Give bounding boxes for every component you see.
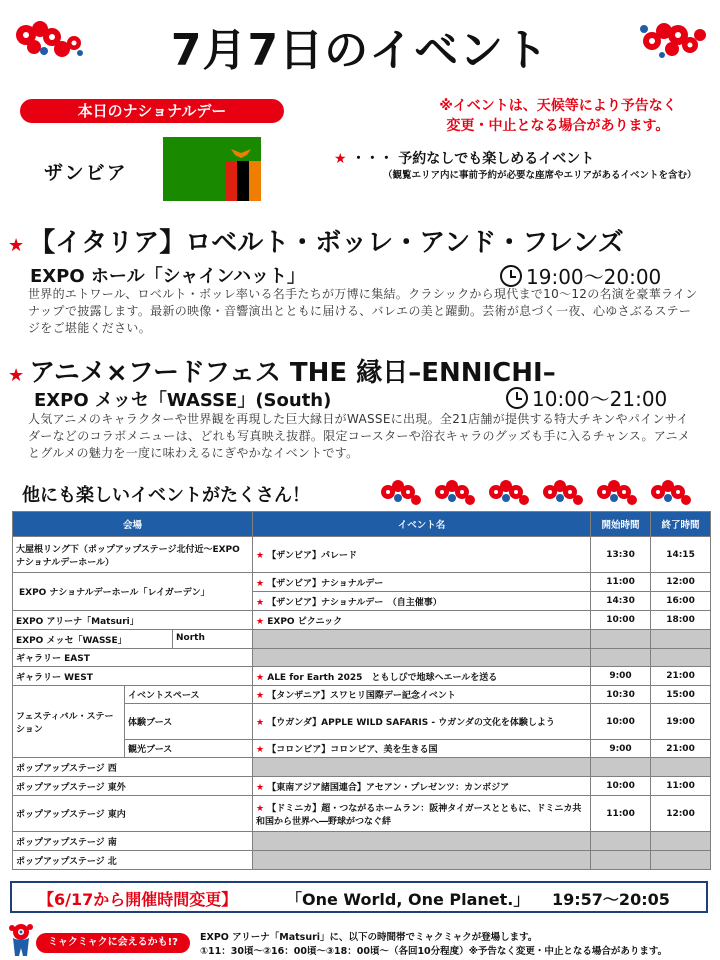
row-event-empty	[253, 630, 591, 649]
row-event-text: 【タンザニア】スワヒリ国際デー記念イベント	[267, 691, 456, 701]
row-event-text: ALE for Earth 2025 ともしびで地球へエールを送る	[267, 672, 498, 683]
national-day-country: ザンビア	[44, 162, 128, 184]
row-event-text: 【コロンビア】コロンビア、美を生きる国	[267, 745, 438, 755]
header-start: 開始時間	[591, 512, 651, 537]
row-venue: フェスティバル・ステーション	[13, 686, 125, 758]
event-1-description: 世界的エトワール、ロベルト・ボッレ率いる名手たちが万博に集結。クラシックから現代まで10〜12の名演を豪華ラインナップで披露します。最新の映像・音響演出とともに届ける、バレエの美と躍動。芸術が息づく一夜、心ゆさぶるステージをご堪能ください。	[28, 287, 698, 335]
row-event	[253, 740, 591, 758]
row-end-empty	[651, 758, 711, 777]
row-venue: ポップアップステージ 西	[13, 758, 253, 777]
table-row	[13, 686, 711, 704]
star-icon: ★	[256, 672, 265, 683]
star-icon: ★	[256, 803, 265, 814]
event-1-venue: EXPO ホール「シャインハット」	[30, 266, 305, 287]
row-event	[253, 704, 591, 740]
legend-text: ・・・ 予約なしでも楽しめるイベント	[351, 151, 595, 167]
star-icon: ★	[256, 745, 265, 755]
table-row	[13, 796, 711, 832]
banner-event-name: 「One World, One Planet.」	[286, 890, 530, 909]
row-start-empty	[591, 630, 651, 649]
row-start: 10:00	[591, 704, 651, 740]
event-2-title-row	[8, 352, 556, 389]
table-row	[13, 649, 711, 667]
footer-line-2	[200, 943, 667, 957]
row-end: 12:00	[651, 573, 711, 592]
row-event-text: EXPO ピクニック	[267, 616, 343, 627]
row-venue: 大屋根リング下（ポップアップステージ北付近〜EXPO ナショナルデーホール）	[13, 537, 253, 573]
row-event-empty	[253, 851, 591, 870]
table-row	[13, 777, 711, 796]
row-start-empty	[591, 851, 651, 870]
table-row	[13, 573, 711, 592]
footer-line-1: EXPO アリーナ「Matsuri」に、以下の時間帯でミャクミャクが登場します。	[200, 932, 538, 943]
row-start: 13:30	[591, 537, 651, 573]
notice-line-1: ※イベントは、天候等により予告なく	[439, 98, 677, 114]
row-end-empty	[651, 630, 711, 649]
event-1-title: 【イタリア】ロベルト・ボッレ・アンド・フレンズ	[29, 228, 624, 258]
row-end: 14:15	[651, 537, 711, 573]
footer-times: ①11：30頃〜②16：00頃〜③18：00頃〜（各回10分程度）	[200, 946, 469, 957]
table-header-row	[13, 512, 711, 537]
table-row	[13, 630, 711, 649]
notice-line-2: 変更・中止となる場合があります。	[446, 118, 670, 134]
event-2-description: 人気アニメのキャラクターや世界観を再現した巨大縁日がWASSEに出現。全21店舗が提供する特大チキンやパインサイダーなどのコラボメニューは、どれも写真映え抜群。限定コースターや浴衣キャラのグッズも手に入るチャンス。アニメとグルメの魅力を一度に味わえるにぎやかなイベントです。	[28, 412, 691, 460]
footer-notice: ※予告なく変更・中止となる場合があります。	[468, 946, 668, 957]
notice-text	[408, 96, 708, 136]
star-icon: ★	[8, 235, 25, 256]
banner-change-label: 【6/17から開催時間変更】	[38, 890, 238, 909]
star-icon: ★	[256, 691, 265, 701]
row-venue: ギャラリー EAST	[13, 649, 253, 667]
row-end: 18:00	[651, 611, 711, 630]
row-subvenue: North	[172, 630, 205, 648]
table-row	[13, 832, 711, 851]
table-row	[13, 667, 711, 686]
star-icon: ★	[334, 151, 347, 167]
row-start: 14:30	[591, 592, 651, 611]
row-venue: ポップアップステージ 東内	[13, 796, 253, 832]
row-venue	[13, 630, 253, 649]
national-day-badge: 本日のナショナルデー	[20, 99, 284, 123]
row-event-text: 【東南アジア諸国連合】アセアン・プレゼンツ：カンボジア	[267, 782, 510, 793]
zambia-flag-icon	[163, 137, 261, 201]
row-event	[253, 537, 591, 573]
row-venue: EXPO アリーナ「Matsuri」	[13, 611, 253, 630]
row-venue-text: EXPO メッセ「WASSE」	[16, 635, 127, 646]
row-end: 21:00	[651, 740, 711, 758]
row-start: 11:00	[591, 573, 651, 592]
legend-line	[334, 148, 594, 168]
row-start-empty	[591, 649, 651, 667]
row-start: 9:00	[591, 667, 651, 686]
row-event-text: 【ドミニカ】超・つながるホームラン：阪神タイガースとともに、ドミニカ共和国から世界へ―野球がつなぐ絆	[256, 803, 582, 827]
star-icon: ★	[256, 597, 265, 608]
row-start-empty	[591, 758, 651, 777]
events-table	[12, 511, 711, 870]
table-row	[13, 758, 711, 777]
event-2-time: 10:00〜21:00	[532, 387, 668, 411]
row-subvenue: 体験ブース	[125, 704, 253, 740]
star-icon: ★	[256, 616, 265, 627]
schedule-change-banner	[10, 881, 708, 913]
header-venue: 会場	[13, 512, 253, 537]
event-2-venue: EXPO メッセ「WASSE」(South)	[34, 390, 332, 411]
row-start: 10:00	[591, 777, 651, 796]
table-row	[13, 611, 711, 630]
row-event	[253, 777, 591, 796]
row-end: 15:00	[651, 686, 711, 704]
event-1-time: 19:00〜20:00	[526, 265, 662, 289]
clock-icon	[500, 265, 522, 287]
row-start: 9:00	[591, 740, 651, 758]
row-event	[253, 686, 591, 704]
star-icon: ★	[8, 365, 25, 386]
row-end-empty	[651, 832, 711, 851]
row-venue: ポップアップステージ 北	[13, 851, 253, 870]
header-end: 終了時間	[651, 512, 711, 537]
row-event-empty	[253, 832, 591, 851]
star-icon: ★	[256, 782, 265, 793]
row-end-empty	[651, 649, 711, 667]
row-event	[253, 796, 591, 832]
event-2-time-row	[506, 383, 667, 412]
row-subvenue: イベントスペース	[125, 686, 253, 704]
star-icon: ★	[256, 551, 265, 561]
banner-time: 19:57〜20:05	[552, 890, 670, 909]
table-row	[13, 851, 711, 870]
event-1-title-row	[8, 222, 624, 259]
row-event-empty	[253, 649, 591, 667]
row-subvenue: 観光ブース	[125, 740, 253, 758]
row-event-text: 【ザンビア】ナショナルデー （自主催事）	[267, 597, 442, 608]
row-end: 19:00	[651, 704, 711, 740]
row-end: 12:00	[651, 796, 711, 832]
row-venue: ポップアップステージ 東外	[13, 777, 253, 796]
row-start-empty	[591, 832, 651, 851]
star-icon: ★	[256, 578, 265, 589]
myakumyaku-badge: ミャクミャクに会えるかも!?	[36, 933, 190, 953]
header-event: イベント名	[253, 512, 591, 537]
page-title: 7月7日のイベント	[170, 25, 550, 76]
row-end: 16:00	[651, 592, 711, 611]
row-event	[253, 592, 591, 611]
row-end: 11:00	[651, 777, 711, 796]
row-venue: ポップアップステージ 南	[13, 832, 253, 851]
row-event-text: 【ザンビア】パレード	[267, 551, 358, 561]
row-start: 11:00	[591, 796, 651, 832]
row-start: 10:00	[591, 611, 651, 630]
clock-icon	[506, 387, 528, 409]
myakumyaku-character-icon	[6, 922, 36, 958]
more-events-heading: 他にも楽しいイベントがたくさん！	[22, 485, 310, 506]
row-end-empty	[651, 851, 711, 870]
row-event-text: 【ザンビア】ナショナルデー	[267, 578, 384, 589]
legend-note: （観覧エリア内に事前予約が必要な座席やエリアがあるイベントを含む）	[383, 170, 697, 181]
myaku-logo-row-icon	[378, 474, 708, 508]
row-event-empty	[253, 758, 591, 777]
row-venue: ギャラリー WEST	[13, 667, 253, 686]
row-end: 21:00	[651, 667, 711, 686]
row-event	[253, 611, 591, 630]
event-2-title: アニメ×フードフェス THE 縁日–ENNICHI–	[29, 358, 556, 388]
row-event	[253, 667, 591, 686]
row-event	[253, 573, 591, 592]
row-start: 10:30	[591, 686, 651, 704]
star-icon: ★	[256, 718, 265, 728]
row-venue: EXPO ナショナルデーホール「レイガーデン」	[13, 573, 253, 611]
table-row	[13, 537, 711, 573]
row-event-text: 【ウガンダ】APPLE WILD SAFARIS - ウガンダの文化を体験しよう	[267, 718, 555, 728]
